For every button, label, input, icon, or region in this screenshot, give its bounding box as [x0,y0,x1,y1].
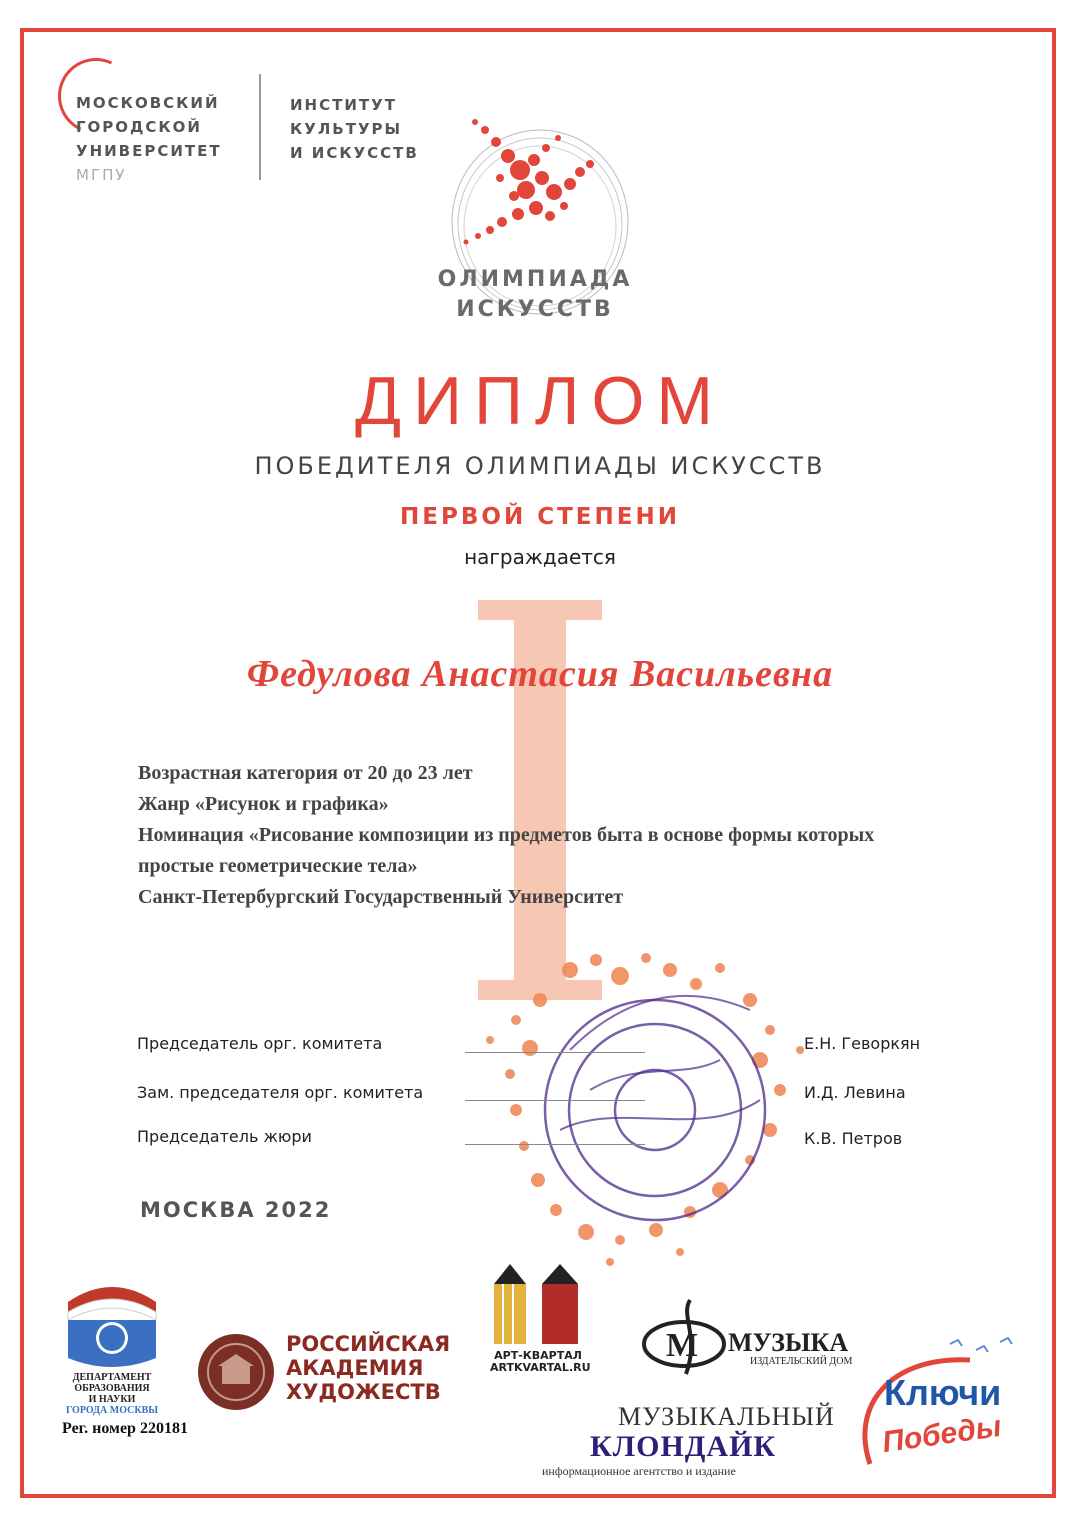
music-m-icon [640,1296,736,1376]
klondike-line-2: КЛОНДАЙК [590,1430,777,1463]
signature-role-1: Председатель орг. комитета [137,1034,383,1053]
academy-line-2: АКАДЕМИЯ [286,1356,424,1380]
signature-line-1 [465,1052,645,1053]
signature-role-2: Зам. председателя орг. комитета [137,1083,424,1102]
klondike-line-1: МУЗЫКАЛЬНЫЙ [618,1402,835,1431]
department-line-2: ОБРАЗОВАНИЯ [74,1383,150,1394]
header-divider [259,74,261,180]
keys-line-1: Ключи [884,1372,1002,1413]
diploma-degree: ПЕРВОЙ СТЕПЕНИ [400,504,680,530]
award-details [138,758,1038,913]
signature-name-1: Е.Н. Геворкян [804,1034,921,1053]
mgpu-logo [58,58,238,188]
mgpu-line-1: МОСКОВСКИЙ [76,94,220,112]
recipient-name: Федулова Анастасия Васильевна [246,653,834,695]
art-quarter-line-1: АРТ-КВАРТАЛ [494,1349,582,1362]
academy-logo [196,1332,451,1416]
department-line-1: ДЕПАРТАМЕНТ [72,1372,152,1383]
department-emblem-icon [64,1272,160,1368]
department-logo [64,1272,160,1416]
stamp-seal-icon [420,940,820,1270]
mgpu-line-4: МГПУ [76,166,127,184]
city-year: МОСКВА 2022 [140,1198,332,1222]
music-name: МУЗЫКА [728,1328,849,1357]
institute-line-1: ИНСТИТУТ [290,96,397,114]
academy-line-1: РОССИЙСКАЯ [286,1332,451,1356]
institute-line-3: И ИСКУССТВ [290,144,419,162]
olympiad-logo-line-1: ОЛИМПИАДА [437,267,633,292]
signature-role-3: Председатель жюри [137,1127,312,1146]
olympiad-logo-line-2: ИСКУССТВ [456,297,614,322]
institute-line-2: КУЛЬТУРЫ [290,120,403,138]
klondike-subtitle: информационное агентство и издание [542,1464,736,1478]
detail-nomination-cont: простые геометрические тела» [138,855,418,877]
music-publisher-logo [640,1296,853,1380]
department-line-3: И НАУКИ [88,1394,136,1405]
signature-name-3: К.В. Петров [804,1129,903,1148]
registration-number: Рег. номер 220181 [62,1420,188,1437]
department-line-4: ГОРОДА МОСКВЫ [65,1405,159,1416]
keys-of-victory-logo [850,1336,1030,1476]
art-quarter-line-2: ARTKVARTAL.RU [490,1361,591,1374]
olympiad-logo-text [430,265,640,325]
detail-university: Санкт-Петербургский Государственный Университет [138,886,624,908]
awarded-label: награждается [464,545,616,569]
art-quarter-logo [490,1264,591,1374]
academy-emblem-icon [196,1332,276,1412]
keys-line-2: Победы [880,1409,1004,1460]
detail-genre: Жанр «Рисунок и графика» [138,793,389,815]
academy-line-3: ХУДОЖЕСТВ [286,1380,441,1404]
pencil-icon [490,1264,586,1346]
mgpu-line-3: УНИВЕРСИТЕТ [76,142,222,160]
signature-name-2: И.Д. Левина [804,1083,906,1102]
signature-line-2 [465,1100,645,1101]
diploma-title: ДИПЛОМ [355,363,725,439]
music-subtitle: ИЗДАТЕЛЬСКИЙ ДОМ [750,1356,853,1367]
mgpu-line-2: ГОРОДСКОЙ [76,118,202,136]
institute-logo [290,93,419,165]
academy-name [286,1332,450,1404]
detail-nomination: Номинация «Рисование композиции из предметов быта в основе формы которых [138,824,875,846]
svg-text:M: M [666,1327,699,1364]
signature-line-3 [465,1144,645,1145]
detail-age-category: Возрастная категория от 20 до 23 лет [138,762,473,784]
diploma-subtitle: ПОБЕДИТЕЛЯ ОЛИМПИАДЫ ИСКУССТВ [254,452,826,480]
